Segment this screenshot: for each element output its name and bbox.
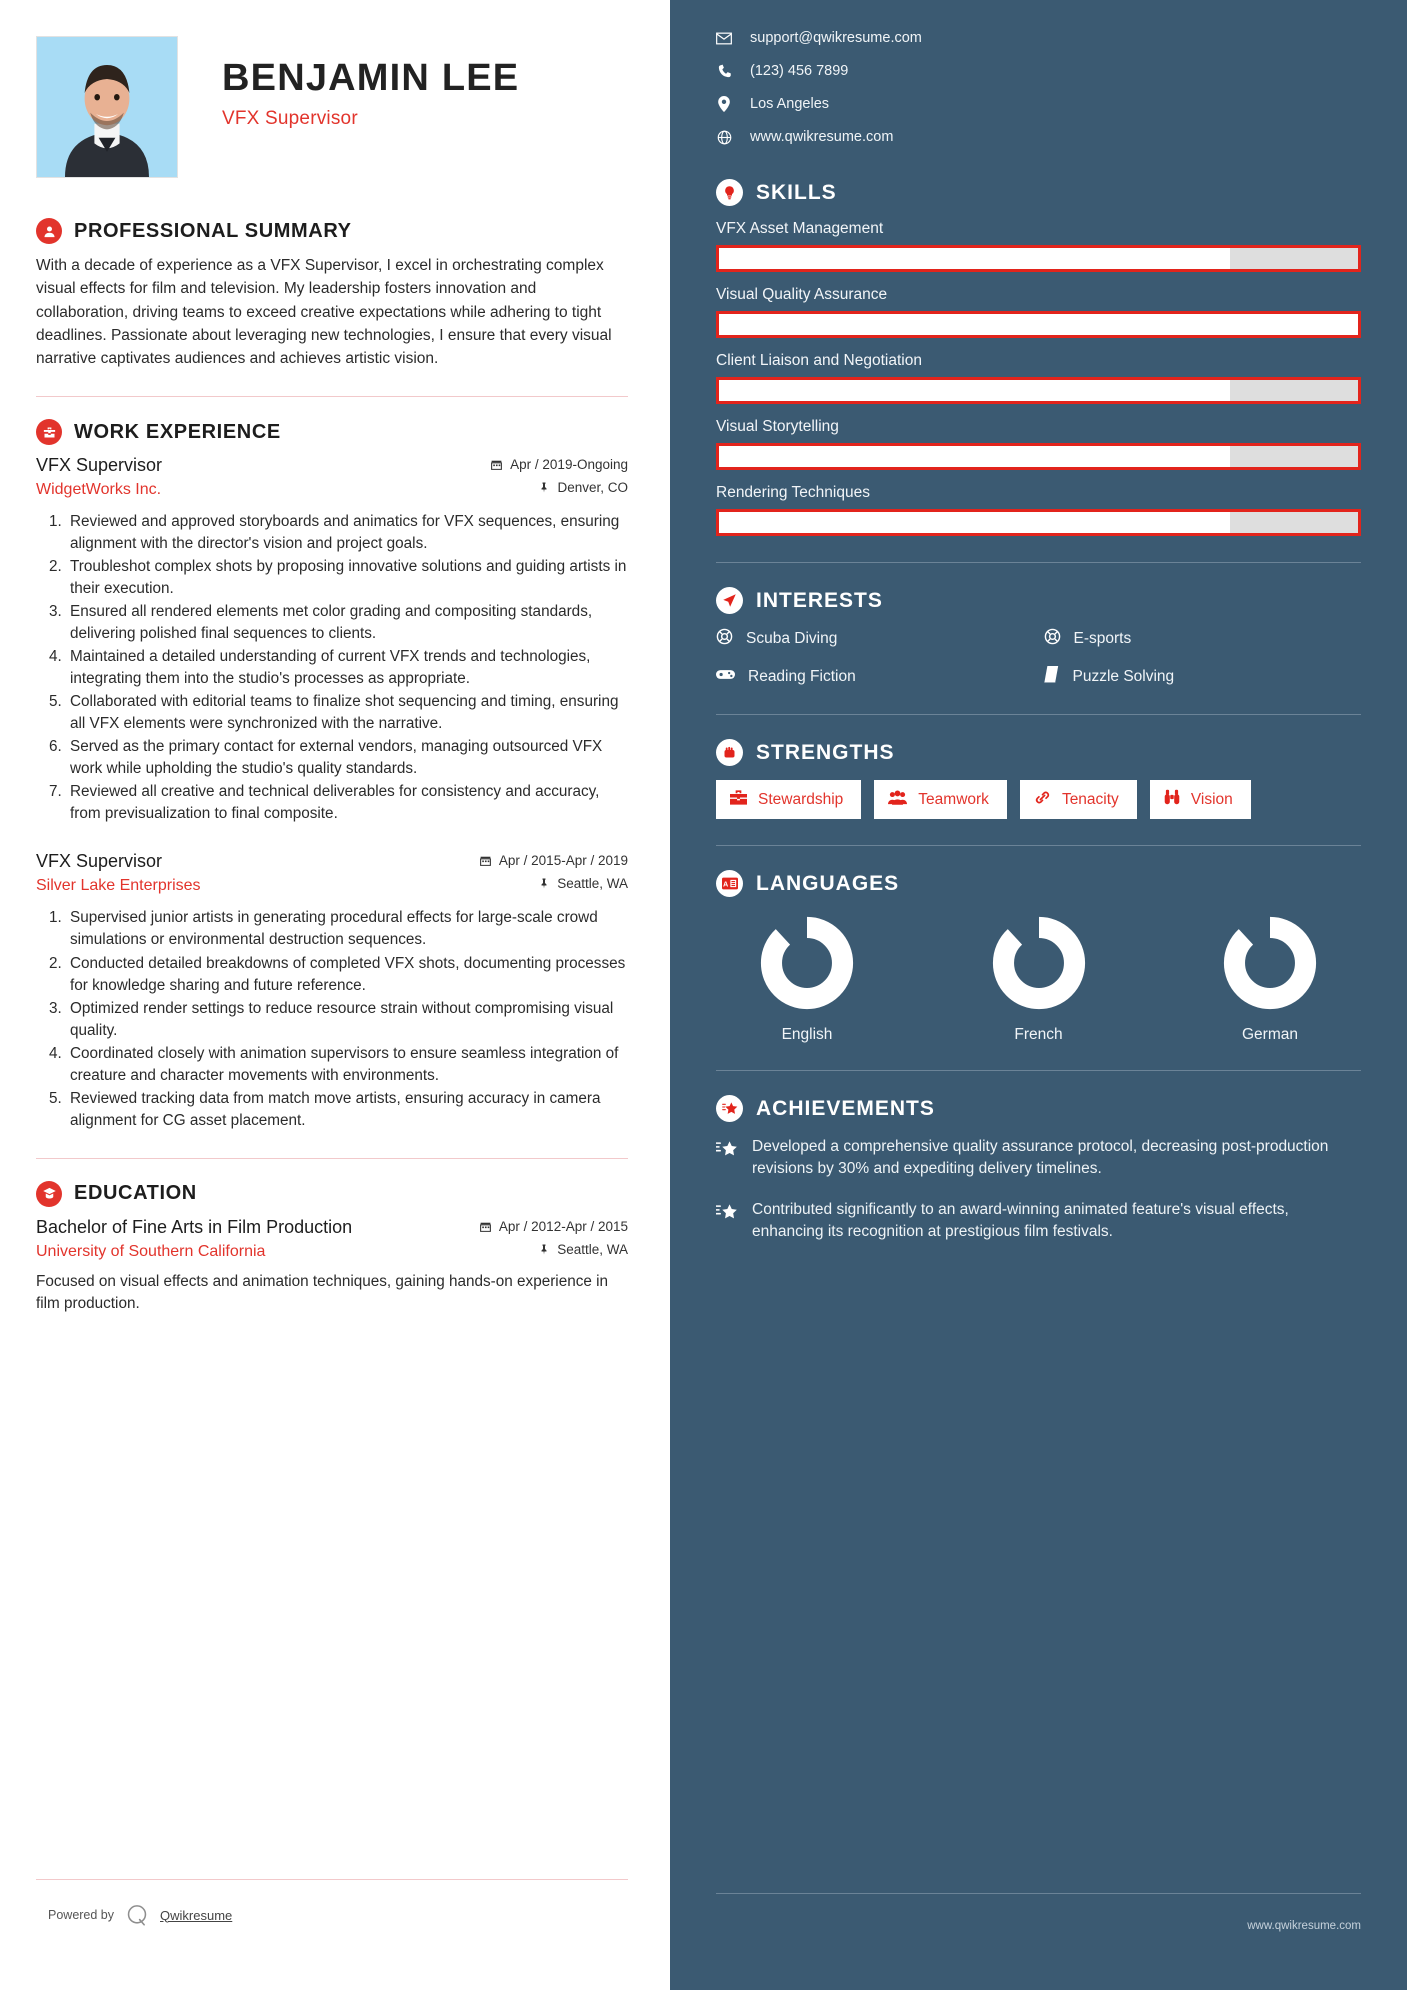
left-footer xyxy=(36,1879,628,1928)
qwikresume-link[interactable]: Qwikresume xyxy=(160,1907,233,1923)
education-entry-top xyxy=(36,1217,628,1238)
contact-website[interactable] xyxy=(716,129,1361,145)
list-item: 5. Reviewed tracking data from match move artists, ensuring accuracy in camera alignment for CG asset placement. xyxy=(66,1088,628,1132)
language-donut-chart xyxy=(991,915,1087,1011)
list-item: 7. Reviewed all creative and technical deliverables for consistency and accuracy, from previsualization to final composite. xyxy=(66,781,628,825)
contact-website-text: www.qwikresume.com xyxy=(750,129,894,145)
work-company: Silver Lake Enterprises xyxy=(36,877,201,895)
strength-label: Tenacity xyxy=(1061,790,1119,808)
work-bullets xyxy=(36,511,628,825)
name-block xyxy=(222,36,519,130)
translate-circle-icon xyxy=(716,870,743,897)
achievement-text: Contributed significantly to an award-winning animated feature's visual effects, enhancing its recognition at prestigious film festivals. xyxy=(752,1200,1289,1241)
contact-location[interactable] xyxy=(716,96,1361,112)
work-company: WidgetWorks Inc. xyxy=(36,481,162,499)
skill-bar-fill xyxy=(719,248,1230,269)
strength-chip xyxy=(1020,780,1137,819)
work-entry-sub xyxy=(36,872,628,895)
section-professional-summary xyxy=(36,218,628,370)
star-circle-icon xyxy=(716,1095,743,1122)
section-interests xyxy=(716,587,1361,688)
powered-by-block xyxy=(36,1902,628,1928)
interest-label: Scuba Diving xyxy=(746,630,838,647)
interest-label: Puzzle Solving xyxy=(1072,668,1175,685)
envelope-icon xyxy=(716,32,732,45)
skill-label: Rendering Techniques xyxy=(716,484,870,501)
section-heading xyxy=(716,739,1361,766)
strength-label: Stewardship xyxy=(758,790,844,808)
strength-chip xyxy=(716,780,861,819)
left-column xyxy=(0,0,670,1990)
summary-text: With a decade of experience as a VFX Supervisor, I excel in orchestrating complex visual effects for film and television. My leadership fosters innovation and collaboration, driving teams to exceed creative expectations while adhering to tight deadlines. Passionate about leveraging new technologies, I ensure that every visual narrative captivates audiences and achieves artistic vision. xyxy=(36,257,612,367)
section-title: EDUCATION xyxy=(74,1182,197,1205)
briefcase-icon xyxy=(730,790,747,810)
interest-item xyxy=(1044,666,1362,688)
interest-label: E-sports xyxy=(1073,630,1132,647)
contact-location-text: Los Angeles xyxy=(750,96,830,112)
education-school: University of Southern California xyxy=(36,1242,266,1260)
link-icon xyxy=(1034,790,1051,810)
contact-phone-text: (123) 456 7899 xyxy=(750,63,849,79)
svg-text:A: A xyxy=(722,879,728,889)
achievement-item xyxy=(716,1199,1361,1244)
language-label: French xyxy=(1014,1026,1063,1043)
work-entry-top xyxy=(36,851,628,872)
contact-email[interactable] xyxy=(716,30,1361,46)
divider xyxy=(716,714,1361,715)
skill-item xyxy=(716,286,1361,338)
work-entry-sub xyxy=(36,476,628,499)
contact-phone[interactable] xyxy=(716,63,1361,79)
divider xyxy=(36,1879,628,1880)
language-donut-chart xyxy=(1222,915,1318,1011)
calendar-icon xyxy=(490,458,503,471)
section-title: LANGUAGES xyxy=(756,871,900,895)
education-location xyxy=(538,1242,628,1257)
section-strengths xyxy=(716,739,1361,819)
strength-chip xyxy=(874,780,1007,819)
book-icon xyxy=(1044,666,1060,688)
pin-icon xyxy=(538,481,550,494)
education-degree: Bachelor of Fine Arts in Film Production xyxy=(36,1216,353,1237)
section-heading xyxy=(36,419,628,445)
language-donut-chart xyxy=(759,915,855,1011)
contact-email-text: support@qwikresume.com xyxy=(750,30,922,46)
divider xyxy=(716,845,1361,846)
globe-icon xyxy=(716,130,732,145)
list-item: 4. Coordinated closely with animation supervisors to ensure seamless integration of creature and character movements with environments. xyxy=(66,1043,628,1087)
fist-circle-icon xyxy=(716,739,743,766)
language-item xyxy=(1195,915,1345,1044)
pin-icon xyxy=(538,1243,550,1256)
work-role: VFX Supervisor xyxy=(36,851,163,872)
lifebuoy-icon xyxy=(716,628,733,650)
skill-label: VFX Asset Management xyxy=(716,220,884,237)
work-location xyxy=(538,876,628,891)
user-circle-icon xyxy=(36,218,62,244)
interest-label: Reading Fiction xyxy=(748,668,856,685)
interest-item xyxy=(716,666,1034,688)
users-icon xyxy=(888,790,907,810)
skill-bar-fill xyxy=(719,314,1358,335)
language-label: English xyxy=(781,1026,833,1043)
pin-icon xyxy=(538,877,550,890)
calendar-icon xyxy=(479,1220,492,1233)
profile-photo-icon xyxy=(37,37,177,177)
section-achievements xyxy=(716,1095,1361,1244)
education-dates xyxy=(479,1219,628,1234)
footer-url: www.qwikresume.com xyxy=(1247,1920,1361,1932)
work-dates xyxy=(479,853,628,868)
right-sidebar xyxy=(670,0,1407,1990)
right-footer xyxy=(716,1893,1361,1932)
work-location xyxy=(538,480,628,495)
work-role: VFX Supervisor xyxy=(36,455,163,476)
skill-bar xyxy=(716,443,1361,470)
section-heading xyxy=(716,179,1361,206)
skill-label: Visual Quality Assurance xyxy=(716,286,888,303)
section-heading xyxy=(716,587,1361,614)
section-title: PROFESSIONAL SUMMARY xyxy=(74,219,352,242)
skill-bar-fill xyxy=(719,512,1230,533)
divider xyxy=(716,1893,1361,1894)
education-description: Focused on visual effects and animation techniques, gaining hands-on experience in film production. xyxy=(36,1272,609,1312)
divider xyxy=(36,396,628,397)
languages-row xyxy=(716,911,1361,1044)
section-languages xyxy=(716,870,1361,1044)
work-dates-text: Apr / 2019-Ongoing xyxy=(510,457,628,473)
section-work-experience xyxy=(36,419,628,1131)
work-dates xyxy=(490,457,628,472)
skill-item xyxy=(716,484,1361,536)
section-title: ACHIEVEMENTS xyxy=(756,1096,935,1120)
skill-label: Visual Storytelling xyxy=(716,418,839,435)
calendar-icon xyxy=(479,854,492,867)
work-entry xyxy=(36,851,628,1131)
section-title: SKILLS xyxy=(756,180,837,204)
section-heading xyxy=(36,218,628,244)
strength-label: Teamwork xyxy=(918,790,989,808)
qwikresume-logo-icon xyxy=(124,1902,150,1928)
language-item xyxy=(964,915,1114,1044)
work-location-text: Denver, CO xyxy=(557,480,628,496)
section-heading xyxy=(716,1095,1361,1122)
list-item: 6. Served as the primary contact for external vendors, managing outsourced VFX work while upholding the studio's quality standards. xyxy=(66,736,628,780)
list-item: 1. Reviewed and approved storyboards and animatics for VFX sequences, ensuring alignment with the director's vision and project goals. xyxy=(66,511,628,555)
skill-item xyxy=(716,352,1361,404)
list-item: 3. Ensured all rendered elements met color grading and compositing standards, delivering polished final sequences to clients. xyxy=(66,601,628,645)
binoculars-icon xyxy=(1164,789,1180,810)
education-entry xyxy=(36,1217,628,1315)
resume-header xyxy=(36,36,628,178)
avatar xyxy=(36,36,178,178)
skill-bar-fill xyxy=(719,380,1230,401)
list-item: 2. Conducted detailed breakdowns of completed VFX shots, documenting processes for knowledge sharing and future reference. xyxy=(66,953,628,997)
language-item xyxy=(732,915,882,1044)
skill-bar xyxy=(716,245,1361,272)
shooting-star-icon xyxy=(716,1199,738,1244)
powered-by-label: Powered by xyxy=(48,1908,115,1922)
list-item: 5. Collaborated with editorial teams to finalize shot sequencing and timing, ensuring all VFX elements were synchronized with the narrative. xyxy=(66,691,628,735)
interests-grid xyxy=(716,628,1361,688)
skill-item xyxy=(716,418,1361,470)
skill-label: Client Liaison and Negotiation xyxy=(716,352,922,369)
section-title: WORK EXPERIENCE xyxy=(74,420,281,443)
work-dates-text: Apr / 2015-Apr / 2019 xyxy=(498,853,628,869)
skill-bar xyxy=(716,377,1361,404)
education-dates-text: Apr / 2012-Apr / 2015 xyxy=(498,1218,628,1234)
work-entry-top xyxy=(36,455,628,476)
shooting-star-icon xyxy=(716,1136,738,1181)
skill-bar xyxy=(716,509,1361,536)
skill-item xyxy=(716,220,1361,272)
education-location-text: Seattle, WA xyxy=(557,1241,628,1257)
work-location-text: Seattle, WA xyxy=(557,876,628,892)
interest-item xyxy=(716,628,1034,650)
divider xyxy=(716,562,1361,563)
achievement-item xyxy=(716,1136,1361,1181)
job-title: VFX Supervisor xyxy=(222,107,358,129)
section-heading xyxy=(36,1181,628,1207)
lightbulb-circle-icon xyxy=(716,179,743,206)
list-item: 2. Troubleshot complex shots by proposing innovative solutions and guiding artists in their execution. xyxy=(66,556,628,600)
list-item: 1. Supervised junior artists in generating procedural effects for large-scale crowd simulations or environmental destruction sequences. xyxy=(66,907,628,951)
list-item: 3. Optimized render settings to reduce resource strain without compromising visual quality. xyxy=(66,998,628,1042)
contact-list xyxy=(716,30,1361,145)
strength-label: Vision xyxy=(1190,790,1233,808)
strength-chip xyxy=(1150,780,1251,819)
divider xyxy=(36,1158,628,1159)
gamepad-icon xyxy=(716,668,735,686)
section-title: INTERESTS xyxy=(756,588,883,612)
divider xyxy=(716,1070,1361,1071)
graduation-circle-icon xyxy=(36,1181,62,1207)
strengths-list xyxy=(716,780,1361,819)
paper-plane-circle-icon xyxy=(716,587,743,614)
interest-item xyxy=(1044,628,1362,650)
section-heading xyxy=(716,870,1361,897)
map-pin-icon xyxy=(716,96,732,112)
page-title: BENJAMIN LEE xyxy=(222,57,520,99)
skill-bar xyxy=(716,311,1361,338)
briefcase-circle-icon xyxy=(36,419,62,445)
achievement-text: Developed a comprehensive quality assurance protocol, decreasing post-production revisions by 30% and expediting delivery timelines. xyxy=(752,1138,1329,1178)
translate-glyph xyxy=(722,877,738,890)
lifebuoy-icon xyxy=(1044,628,1061,650)
section-education xyxy=(36,1181,628,1315)
section-skills xyxy=(716,179,1361,536)
section-title: STRENGTHS xyxy=(756,740,895,764)
work-bullets xyxy=(36,907,628,1131)
skill-bar-fill xyxy=(719,446,1230,467)
education-entry-sub xyxy=(36,1238,628,1261)
work-entry xyxy=(36,455,628,825)
list-item: 4. Maintained a detailed understanding of current VFX trends and technologies, integrating them into the studio's processes as appropriate. xyxy=(66,646,628,690)
language-label: German xyxy=(1242,1026,1298,1043)
phone-icon xyxy=(716,64,732,79)
